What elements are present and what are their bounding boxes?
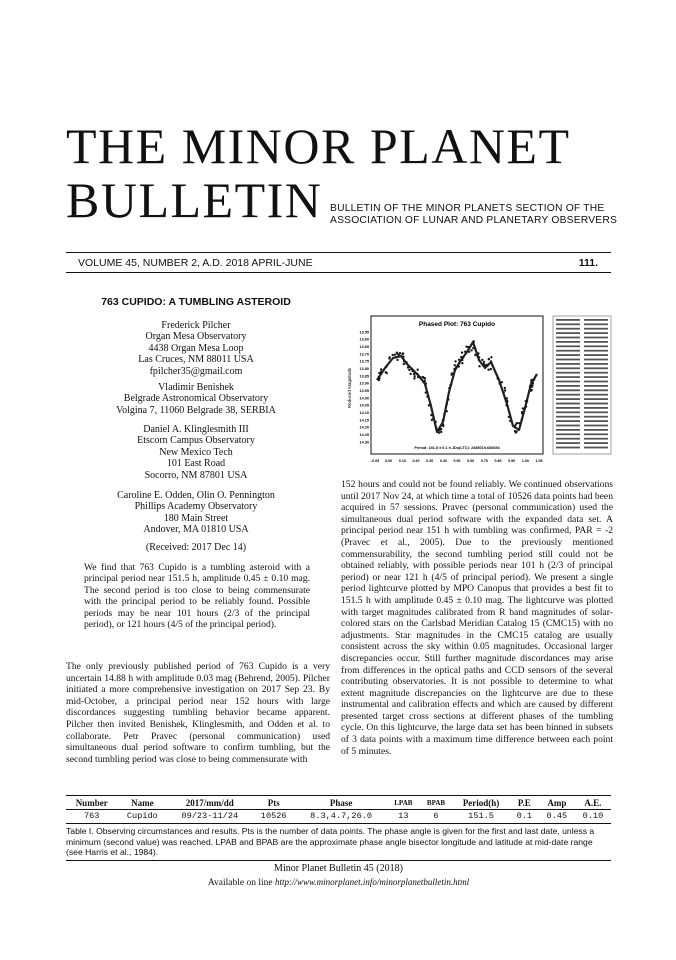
lightcurve-point — [435, 421, 437, 423]
table-header: Amp — [539, 796, 575, 810]
page-number: 111. — [578, 257, 598, 269]
table-header: 2017/mm/dd — [167, 796, 252, 810]
legend-entry — [584, 372, 608, 374]
lightcurve-point — [499, 383, 501, 385]
lightcurve-point — [385, 366, 387, 368]
table-row — [66, 810, 611, 824]
legend-entry — [556, 381, 580, 383]
session-legend — [553, 316, 611, 454]
legend-entry — [584, 403, 608, 405]
y-tick-label: 14.00 — [359, 396, 369, 401]
lightcurve-point — [454, 364, 456, 366]
legend-entry — [556, 411, 580, 413]
lightcurve-point — [378, 372, 380, 374]
body-text-left: The only previously published period of 763 Cupido is a very uncertain 14.88 h with amplitude 0.03 mag (Behrend, 2005). Pilcher initiated a more comprehensive investigation on 2017 Sep 23. By mid-October, a principal period near 152 hours with large discordances suggesting tumbling behavior became apparent. Pilcher then invited Benishek, Klinglesmith, and Odden et al. to collaborate. Petr Pravec (personal communication) used simultaneous dual period software to confirm tumbling, but the second tumbling period was close to being commensurate with — [66, 661, 330, 765]
lightcurve-point — [405, 361, 407, 363]
masthead-title-line2: BULLETIN — [66, 172, 323, 228]
table-header: LPAB — [387, 796, 420, 810]
legend-entry — [556, 372, 580, 374]
lightcurve-point — [408, 369, 410, 371]
lightcurve-point — [506, 404, 508, 406]
table-header: Phase — [295, 796, 387, 810]
lightcurve-point — [481, 359, 483, 361]
lightcurve-point — [417, 376, 419, 378]
table-cell: 0.1 — [516, 811, 533, 821]
table-cell: Cupido — [126, 811, 158, 821]
body-text-right: 152 hours and could not be found reliably. We continued observations until 2017 Nov 24, at which time a total of 10526 data points had been acquired in 57 sessions. Pravec (personal communication) used the simultaneous dual period software with the expanded data set. A principal period near 151 h with tumbling was confirmed, PAR = -2 (Pravec et al., 2005). Due to the previously mentioned commensurability, the second tumbling period still could not be obtained reliably, with possible periods near 101 h (2/3 of principal period) or near 121 h (4/5 of principal period). We present a single period lightcurve plotted by MPO Canopus that provides a best fit to 151.5 h with amplitude 0.45 ± 0.10 mag. The lightcurve was plotted with target magnitudes calibrated from R band magnitudes of solar-colored stars on the Carlsbad Meridian Catalog 15 (CMC15) with no adjustments. Star magnitudes in the CMC15 catalog are usually consistent across the sky within 0.05 magnitudes. Occasional larger discrepancies occur. Still further magnitude discordances may arise from differences in the optical paths and CCD sensors of the several contributing observatories. It is not possible to determine to what extent magnitude discrepancies on the lightcurve are due to these instrumental and calibration effects and which are caused by different presented target cross sections at different phases of the tumbling cycle. On this lightcurve, the large data set has been binned in subsets of 3 data points with a maximum time difference between each point of 5 minutes. — [341, 479, 613, 757]
lightcurve-point — [533, 379, 535, 381]
table-cell: 09/23-11/24 — [181, 811, 239, 821]
lightcurve-point — [425, 382, 427, 384]
author-affiliation: Etscorn Campus Observatory — [137, 435, 255, 447]
legend-entry — [584, 442, 608, 444]
lightcurve-point — [454, 360, 456, 362]
top-rule — [66, 252, 611, 253]
x-tick-label: -0.05 — [370, 459, 380, 463]
legend-entry — [556, 407, 580, 409]
lightcurve-point — [509, 420, 511, 422]
legend-entry — [556, 332, 580, 334]
legend-entry — [556, 350, 580, 352]
y-tick-label: 14.30 — [359, 440, 369, 445]
received-date: (Received: 2017 Dec 14) — [145, 542, 247, 553]
lightcurve-point — [508, 416, 510, 418]
legend-entry — [556, 416, 580, 418]
footer-title: Minor Planet Bulletin 45 (2018) — [274, 863, 403, 874]
figure-ylabel: Reduced Magnitude — [347, 367, 352, 409]
y-tick-label: 13.75 — [359, 359, 369, 364]
x-tick-label: 1.00 — [521, 459, 529, 463]
lightcurve-point — [389, 356, 391, 358]
lightcurve-point — [394, 354, 396, 356]
x-tick-label: 0.70 — [480, 459, 488, 463]
lightcurve-point — [396, 359, 398, 361]
y-tick-label: 13.60 — [359, 337, 369, 342]
lightcurve-point — [490, 356, 492, 358]
legend-entry — [556, 376, 580, 378]
y-tick-label: 14.10 — [359, 410, 369, 415]
lightcurve-point — [458, 359, 460, 361]
legend-entry — [556, 438, 580, 440]
lightcurve-point — [419, 377, 421, 379]
masthead-subtitle: BULLETIN OF THE MINOR PLANETS SECTION OF THE ASSOCIATION OF LUNAR AND PLANETARY OBSERVERS — [330, 203, 618, 226]
lightcurve-point — [399, 352, 401, 354]
legend-entry — [584, 394, 608, 396]
legend-entry — [556, 363, 580, 365]
lightcurve-point — [483, 363, 485, 365]
lightcurve-point — [501, 381, 503, 383]
table-cell: 0.45 — [546, 811, 568, 821]
legend-entry — [584, 332, 608, 334]
lightcurve-point — [380, 368, 382, 370]
lightcurve-point — [490, 368, 492, 370]
legend-entry — [556, 319, 580, 321]
table-cell: 0.10 — [582, 811, 604, 821]
legend-entry — [556, 367, 580, 369]
lightcurve-point — [440, 431, 442, 433]
legend-entry — [584, 345, 608, 347]
lightcurve-point — [414, 375, 416, 377]
lightcurve-point — [470, 349, 472, 351]
legend-entry — [584, 411, 608, 413]
lightcurve-point — [424, 380, 426, 382]
lightcurve-point — [486, 364, 488, 366]
lightcurve-point — [521, 411, 523, 413]
table-header: Name — [117, 796, 167, 810]
y-tick-label: 14.05 — [359, 403, 369, 408]
author-address: 180 Main Street — [163, 512, 229, 524]
legend-entry — [584, 350, 608, 352]
volume-info: VOLUME 45, NUMBER 2, A.D. 2018 APRIL-JUNE — [78, 257, 313, 269]
table-cell: 151.5 — [468, 811, 494, 821]
author-affiliation: Belgrade Astronomical Observatory — [123, 393, 269, 405]
figure-period-label: Period: 151.5 ± 0.1 h JDo(LTC): 2458019.666654 — [414, 446, 500, 450]
lightcurve-point — [447, 398, 449, 400]
legend-entry — [584, 319, 608, 321]
author-block-pilcher — [66, 320, 326, 377]
legend-entry — [556, 354, 580, 356]
issue-line — [78, 257, 598, 269]
legend-entry — [556, 394, 580, 396]
table-header: Pts — [252, 796, 295, 810]
legend-entry — [556, 345, 580, 347]
x-tick-label: 0.90 — [508, 459, 516, 463]
lightcurve-point — [530, 390, 532, 392]
x-tick-label: 0.00 — [385, 459, 393, 463]
legend-entry — [556, 442, 580, 444]
author-block-benishek — [66, 382, 326, 416]
lightcurve-point — [467, 346, 469, 348]
footer-url-link[interactable]: http://www.minorplanet.info/minorplanetbulletin.html — [275, 877, 470, 887]
author-affiliation: New Mexico Tech — [159, 446, 233, 458]
lightcurve-figure — [341, 310, 613, 470]
lightcurve-point — [490, 362, 492, 364]
table-header: Period(h) — [452, 796, 509, 810]
legend-entry — [584, 376, 608, 378]
y-tick-label: 13.55 — [359, 330, 369, 335]
legend-entry — [584, 420, 608, 422]
y-tick-label: 14.20 — [359, 425, 369, 430]
legend-entry — [556, 385, 580, 387]
lightcurve-point — [443, 413, 445, 415]
legend-entry — [584, 438, 608, 440]
author-address: Volgina 7, 11060 Belgrade 38, SERBIA — [116, 404, 276, 416]
legend-entry — [584, 363, 608, 365]
lightcurve-point — [458, 362, 460, 364]
lightcurve-point — [522, 407, 524, 409]
footer-available-label: Available on line — [207, 878, 273, 888]
lightcurve-point — [515, 424, 517, 426]
y-tick-label: 13.80 — [359, 366, 369, 371]
y-tick-label: 13.85 — [359, 374, 369, 379]
legend-entry — [556, 425, 580, 427]
lightcurve-point — [425, 391, 427, 393]
lightcurve-point — [392, 354, 394, 356]
author-block-klinglesmith — [66, 424, 326, 481]
lightcurve-point — [426, 395, 428, 397]
lightcurve-point — [422, 376, 424, 378]
lightcurve-point — [378, 377, 380, 379]
lightcurve-point — [446, 410, 448, 412]
author-email: fpilcher35@gmail.com — [149, 365, 243, 377]
lightcurve-point — [410, 373, 412, 375]
table-caption: Table I. Observing circumstances and results. Pts is the number of data points. The phase angle is given for the first and last date, unless a minimum (second value) was reached. LPAB and BPAB are the approximate phase angle bisector longitude and latitude at mid-date range (see Harris et al., 1984). — [66, 826, 611, 861]
legend-entry — [584, 381, 608, 383]
footer-availability — [66, 877, 611, 888]
legend-entry — [556, 433, 580, 435]
x-tick-label: 1.05 — [535, 459, 543, 463]
table-cell: 763 — [83, 811, 100, 821]
author-name: Daniel A. Klinglesmith III — [143, 424, 249, 435]
legend-entry — [584, 433, 608, 435]
author-address: Las Cruces, NM 88011 USA — [138, 354, 254, 366]
legend-entry — [556, 420, 580, 422]
table-cell: 6 — [433, 811, 439, 821]
lightcurve-point — [488, 358, 490, 360]
legend-entry — [584, 416, 608, 418]
author-address: 4438 Organ Mesa Loop — [148, 342, 244, 354]
legend-entry — [584, 341, 608, 343]
legend-entry — [556, 337, 580, 339]
lightcurve-point — [442, 425, 444, 427]
lightcurve-point — [487, 369, 489, 371]
author-affiliation: Phillips Academy Observatory — [134, 501, 258, 513]
figure-title: Phased Plot: 763 Cupido — [418, 321, 496, 328]
legend-entry — [584, 337, 608, 339]
legend-entry — [556, 398, 580, 400]
results-table — [66, 795, 611, 824]
lightcurve-point — [478, 359, 480, 361]
lightcurve-point — [477, 352, 479, 354]
lightcurve-point — [424, 377, 426, 379]
author-name: Caroline E. Odden, Olin O. Pennington — [117, 490, 275, 501]
masthead-title-line1: THE MINOR PLANET — [66, 118, 571, 174]
legend-entry — [584, 447, 608, 449]
lightcurve-point — [430, 414, 432, 416]
lightcurve-point — [417, 369, 419, 371]
x-tick-label: 0.30 — [426, 459, 434, 463]
x-tick-label: 0.80 — [494, 459, 502, 463]
lightcurve-point — [385, 371, 387, 373]
y-tick-label: 14.25 — [359, 432, 369, 437]
legend-entry — [584, 367, 608, 369]
author-block-odden — [66, 490, 326, 536]
legend-entry — [556, 323, 580, 325]
lightcurve-point — [506, 401, 508, 403]
author-name: Frederick Pilcher — [161, 320, 231, 331]
lightcurve-point — [525, 406, 527, 408]
table-header-row — [66, 796, 611, 810]
legend-entry — [584, 385, 608, 387]
lightcurve-point — [458, 365, 460, 367]
lightcurve-point — [402, 352, 404, 354]
legend-entry — [584, 323, 608, 325]
lightcurve-point — [503, 392, 505, 394]
lightcurve-point — [402, 356, 404, 358]
lightcurve-point — [514, 430, 516, 432]
y-tick-label: 13.90 — [359, 381, 369, 386]
legend-entry — [556, 341, 580, 343]
lightcurve-point — [461, 351, 463, 353]
article-title: 763 CUPIDO: A TUMBLING ASTEROID — [101, 296, 291, 308]
lightcurve-point — [521, 419, 523, 421]
table-cell: 10526 — [260, 811, 287, 821]
x-tick-label: 0.40 — [439, 459, 447, 463]
y-tick-label: 13.65 — [359, 344, 369, 349]
lightcurve-point — [530, 379, 532, 381]
author-affiliation: Organ Mesa Observatory — [145, 331, 247, 343]
lightcurve-point — [476, 355, 478, 357]
author-address: Socorro, NM 87801 USA — [144, 469, 248, 481]
lightcurve-point — [411, 370, 413, 372]
author-address: 101 East Road — [166, 458, 226, 470]
lightcurve-point — [446, 403, 448, 405]
lightcurve-point — [442, 419, 444, 421]
lightcurve-point — [472, 340, 474, 342]
lightcurve-point — [450, 383, 452, 385]
x-tick-label: 0.20 — [412, 459, 420, 463]
legend-entry — [556, 389, 580, 391]
table-header: A.E. — [575, 796, 611, 810]
author-name: Vladimir Benishek — [158, 382, 234, 393]
y-tick-label: 14.15 — [359, 418, 369, 423]
issue-rule — [66, 272, 611, 273]
lightcurve-point — [472, 347, 474, 349]
abstract: We find that 763 Cupido is a tumbling asteroid with a principal period near 151.5 h, amplitude 0.45 ± 0.10 mag. The second period is too close to being commensurate with the principal period to be reliably found. Possible periods may be near 101 hours (2/3 of the principal period), or 121 hours (4/5 of the principal period). — [84, 562, 310, 631]
lightcurve-point — [413, 377, 415, 379]
legend-entry — [556, 403, 580, 405]
legend-entry — [584, 407, 608, 409]
lightcurve-point — [438, 432, 440, 434]
lightcurve-point — [462, 356, 464, 358]
lightcurve-point — [497, 377, 499, 379]
lightcurve-point — [483, 361, 485, 363]
x-tick-label: 0.60 — [467, 459, 475, 463]
legend-entry — [584, 328, 608, 330]
lightcurve-point — [506, 397, 508, 399]
lightcurve-point — [413, 372, 415, 374]
author-address: Andover, MA 01810 USA — [143, 524, 249, 536]
lightcurve-point — [435, 427, 437, 429]
legend-entry — [584, 389, 608, 391]
y-tick-label: 13.70 — [359, 352, 369, 357]
lightcurve-point — [448, 387, 450, 389]
lightcurve-point — [438, 429, 440, 431]
lightcurve-point — [468, 351, 470, 353]
lightcurve-point — [531, 386, 533, 388]
lightcurve-point — [403, 363, 405, 365]
lightcurve-point — [518, 422, 520, 424]
table-header: BPAB — [420, 796, 453, 810]
x-tick-label: 0.10 — [398, 459, 406, 463]
lightcurve-point — [429, 403, 431, 405]
lightcurve-point — [461, 359, 463, 361]
table-cell: 8.3,4.7,26.0 — [310, 811, 373, 821]
lightcurve-point — [526, 400, 528, 402]
legend-entry — [556, 328, 580, 330]
legend-entry — [584, 354, 608, 356]
lightcurve-point — [504, 387, 506, 389]
table-cell: 13 — [398, 811, 409, 821]
lightcurve-point — [432, 417, 434, 419]
lightcurve-point — [464, 351, 466, 353]
legend-entry — [556, 429, 580, 431]
lightcurve-point — [396, 352, 398, 354]
legend-entry — [584, 359, 608, 361]
legend-entry — [584, 425, 608, 427]
lightcurve-point — [407, 366, 409, 368]
x-tick-label: 0.50 — [453, 459, 461, 463]
legend-entry — [584, 398, 608, 400]
lightcurve-point — [450, 373, 452, 375]
legend-entry — [556, 447, 580, 449]
lightcurve-point — [455, 366, 457, 368]
table-header: P.E — [510, 796, 539, 810]
lightcurve-point — [431, 419, 433, 421]
legend-entry — [584, 429, 608, 431]
legend-entry — [556, 359, 580, 361]
lightcurve-point — [478, 365, 480, 367]
lightcurve-point — [474, 354, 476, 356]
lightcurve-point — [416, 373, 418, 375]
lightcurve-point — [461, 362, 463, 364]
lightcurve-point — [504, 389, 506, 391]
table-header: Number — [66, 796, 117, 810]
y-tick-label: 13.95 — [359, 388, 369, 393]
lightcurve-point — [403, 360, 405, 362]
